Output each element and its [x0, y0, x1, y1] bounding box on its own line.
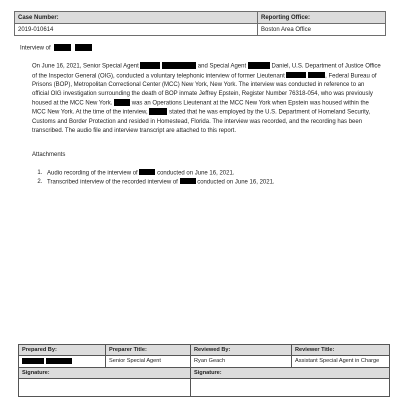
preparer-title-value: Senior Special Agent [106, 356, 191, 368]
reviewer-signature-label: Signature: [191, 367, 390, 378]
interview-of-label: Interview of [20, 45, 51, 52]
case-number-value: 2019-010614 [15, 24, 258, 36]
redaction-block [308, 72, 325, 79]
redaction-block [46, 358, 72, 365]
prepared-by-label: Prepared By: [19, 345, 106, 356]
reviewed-by-label: Reviewed By: [191, 345, 292, 356]
preparer-signature-label: Signature: [19, 367, 191, 378]
redaction-block [75, 44, 92, 51]
attachment-text: Transcribed interview of the recorded interview of [47, 179, 178, 186]
redaction-block [139, 169, 155, 176]
reporting-office-value: Boston Area Office [258, 24, 386, 36]
paragraph-text: stated that he was employed by the U.S. Department of Homeland Security, Customs and Border Protection and resided in Homestead, Florida. The interview was recorded, and the recording has been transcribed. The audio file and interview transcript are attached to this report. [32, 109, 371, 134]
attachment-text: conducted on June 16, 2021. [157, 170, 235, 177]
preparer-title-label: Preparer Title: [106, 345, 191, 356]
signature-field-row [19, 378, 390, 396]
report-body [20, 44, 382, 187]
interview-of-line [20, 44, 382, 53]
paragraph-text: Daniel, U.S. Department of Justice Office of the Inspector General (OIG), conducted a voluntary telephonic interview of former Lieutenant [32, 63, 381, 80]
case-number-label: Case Number: [15, 12, 258, 24]
redaction-block [180, 178, 196, 185]
attachment-text: conducted on June 16, 2021. [197, 179, 275, 186]
redaction-block [140, 62, 160, 69]
paragraph-text: and Special Agent [197, 63, 247, 70]
reporting-office-label: Reporting Office: [258, 12, 386, 24]
attachment-item [44, 178, 382, 187]
interview-summary-paragraph [32, 62, 382, 135]
attachment-item [44, 169, 382, 178]
signature-field-label-row [19, 367, 390, 378]
case-header-label-row [15, 12, 386, 24]
preparer-signature-field [19, 378, 191, 396]
signature-label-row [19, 345, 390, 356]
paragraph-text: was an Operations Lieutenant at the MCC New York when Epstein was housed within the MCC New York. At the time of the interview, [32, 100, 369, 116]
redaction-block [149, 108, 167, 115]
reviewer-title-label: Reviewer Title: [292, 345, 390, 356]
case-header-value-row [15, 24, 386, 36]
reviewed-by-value: Ryan Geach [191, 356, 292, 368]
redaction-block [162, 62, 196, 69]
prepared-by-value [19, 356, 106, 368]
redaction-block [54, 44, 71, 51]
redaction-block [114, 99, 130, 106]
reviewer-signature-field [191, 378, 390, 396]
redaction-block [22, 358, 44, 365]
paragraph-text: On June 16, 2021, Senior Special Agent [32, 63, 139, 70]
signature-table [18, 344, 390, 397]
signature-value-row [19, 356, 390, 368]
reviewer-title-value: Assistant Special Agent in Charge [292, 356, 390, 368]
redaction-block [286, 72, 306, 79]
paragraph-text: , Federal Bureau of Prisons (BOP), Metropolitan Correctional Center (MCC) New York, New York. The interview was conducted in reference to an official OIG investigation surrounding the death of BOP inmate Jeffrey Epstein, Register Number 76318-054, who was previously housed at the MCC New York. [32, 73, 377, 107]
attachments-list [20, 169, 382, 188]
case-header-table [14, 11, 386, 36]
redaction-block [248, 62, 270, 69]
attachment-text: Audio recording of the interview of [47, 170, 138, 177]
attachments-heading: Attachments [32, 151, 66, 158]
